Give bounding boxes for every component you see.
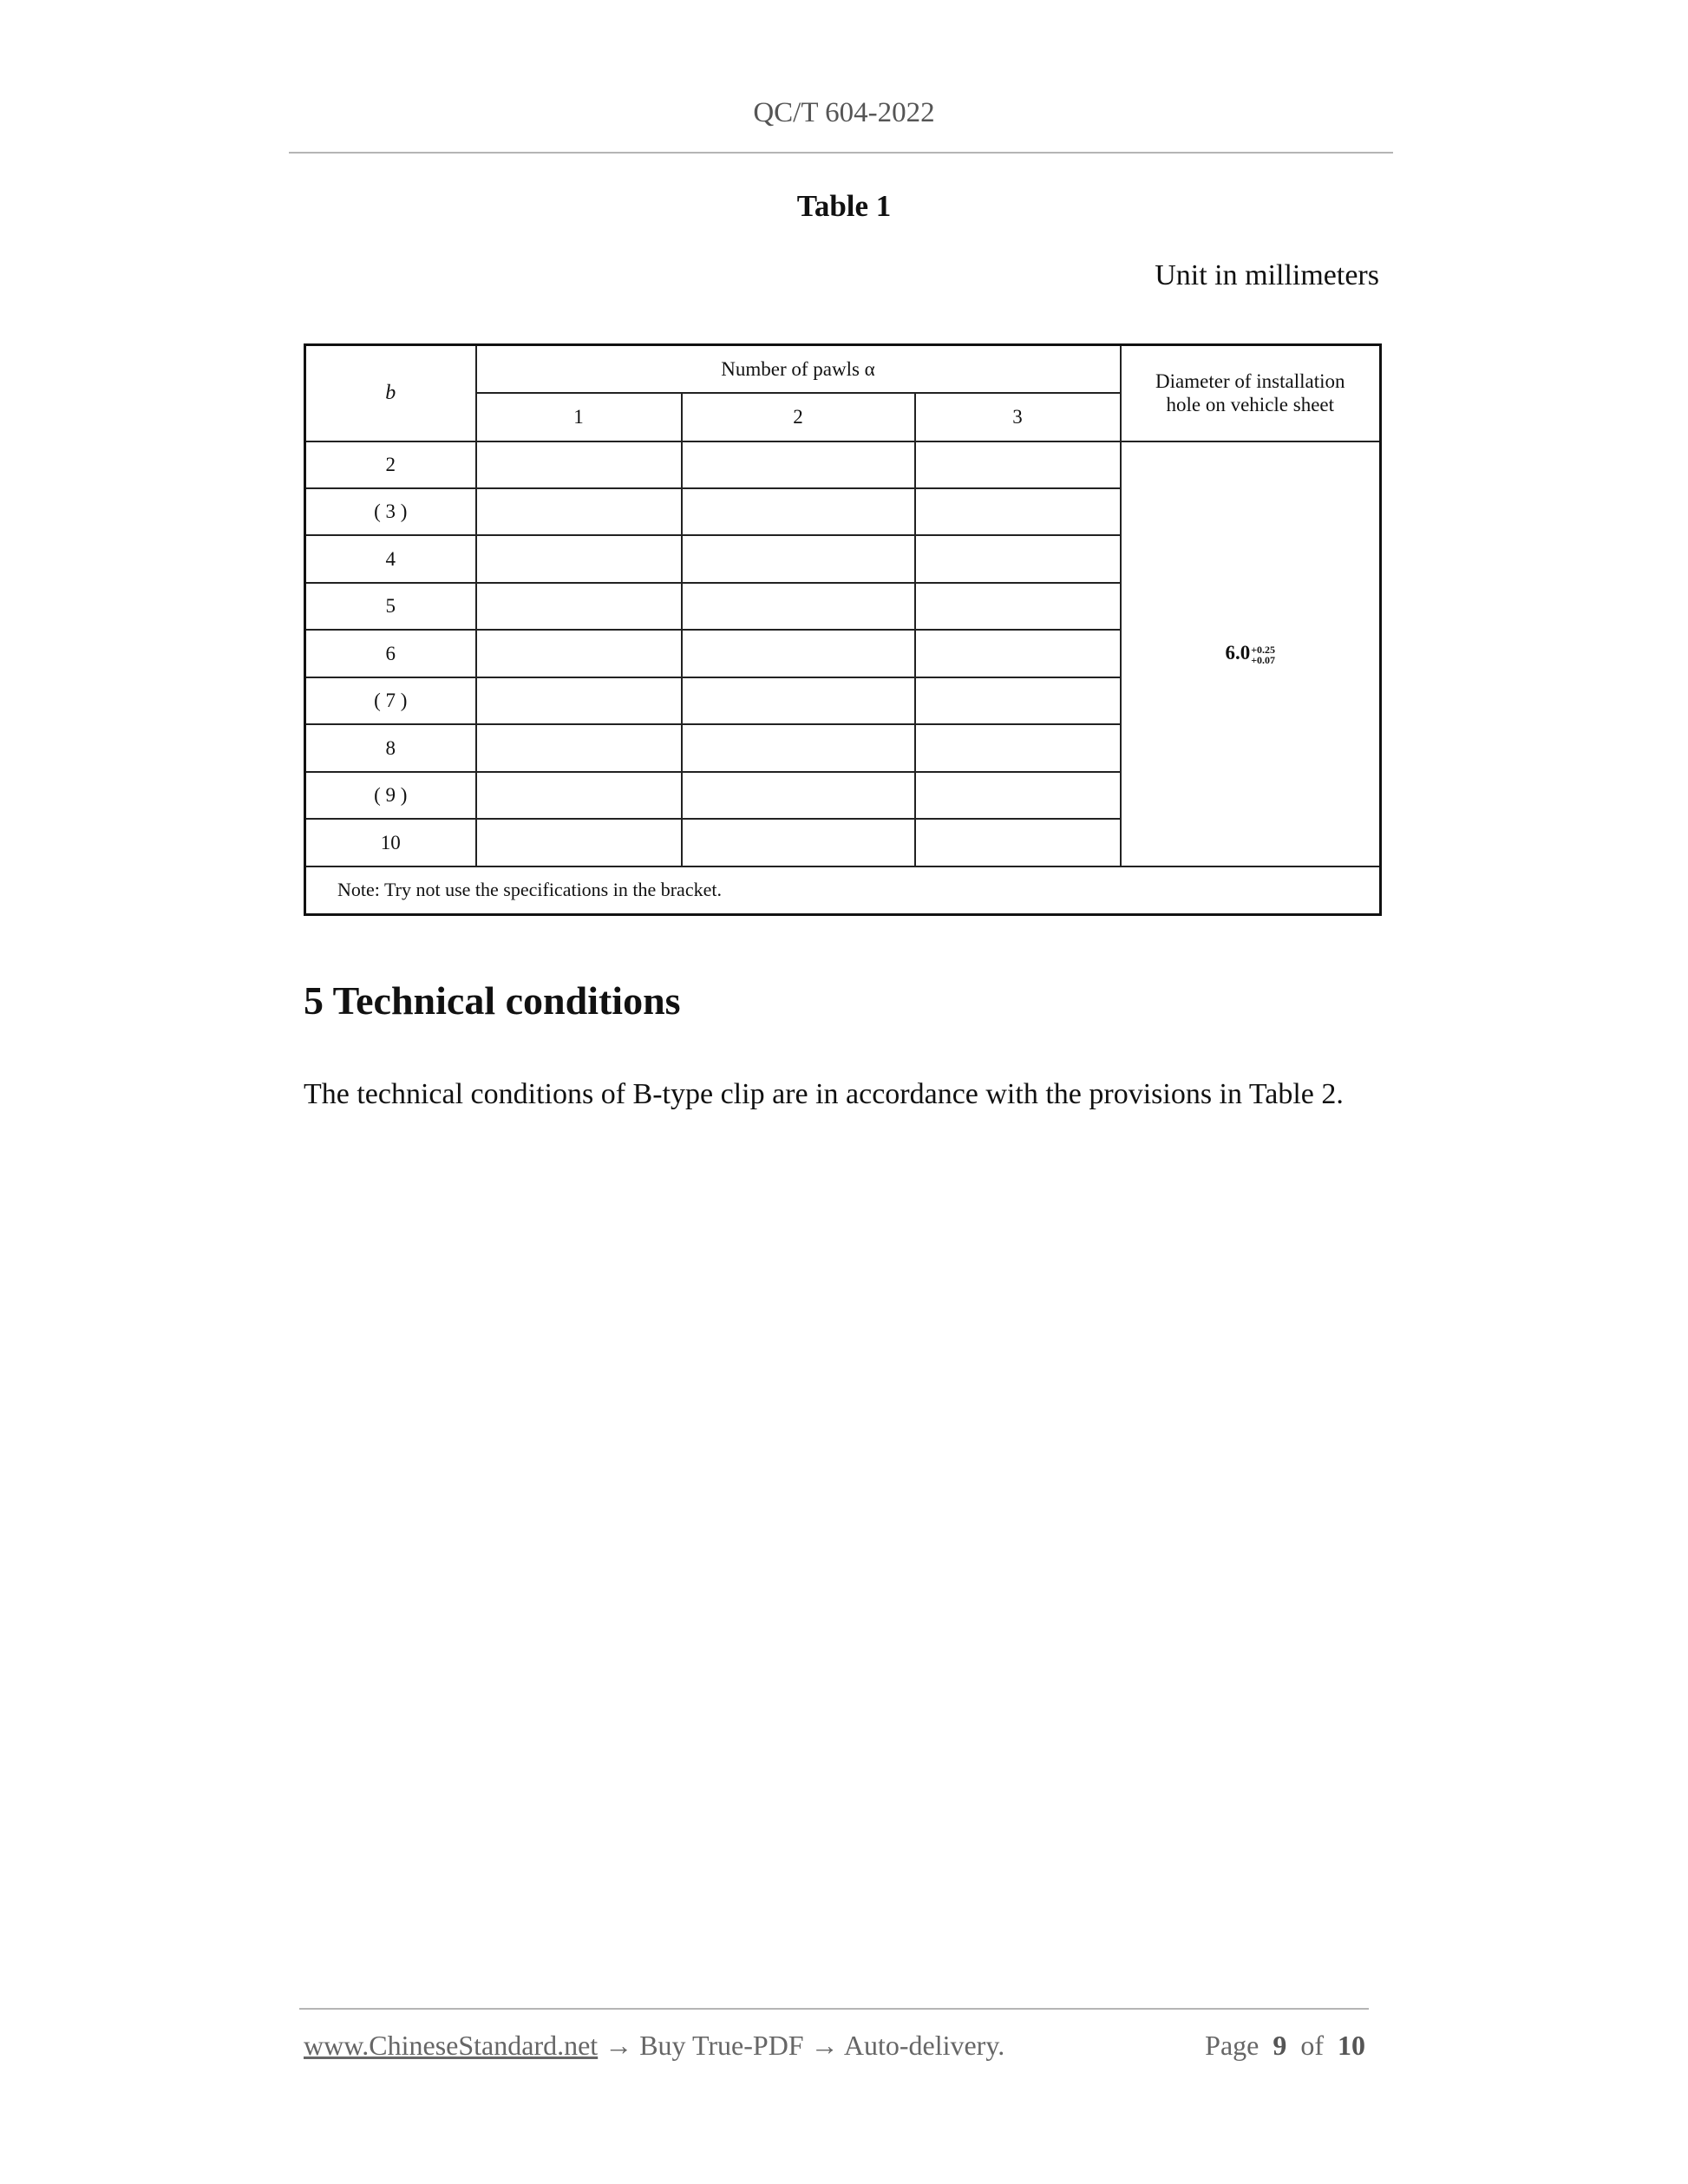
header-pawl-3: 3 [915,393,1121,441]
header-b: b [305,345,476,441]
row-b-value: ( 7 ) [305,677,476,724]
page-label: Page [1205,2030,1259,2061]
row-b-value: 2 [305,441,476,488]
section-heading: 5 Technical conditions [304,978,681,1023]
tolerance-upper: +0.25 [1251,644,1276,657]
header-diameter [1121,345,1381,441]
table-cell [915,630,1121,677]
table-cell [476,488,682,535]
table-note: Note: Try not use the specifications in the bracket. [305,866,1381,915]
table-cell [476,724,682,771]
of-label: of [1300,2030,1324,2061]
site-link[interactable]: www.ChineseStandard.net [304,2030,599,2061]
tolerance-lower: +0.07 [1251,654,1276,667]
row-b-value: ( 3 ) [305,488,476,535]
header-pawl-2: 2 [682,393,915,441]
table-cell [476,535,682,582]
footer-divider [299,2008,1369,2010]
diameter-tolerance [1251,644,1275,665]
table-cell [476,583,682,630]
footer-promo [304,2030,1004,2062]
table-cell [915,441,1121,488]
spec-table [304,343,1382,916]
header-number-of-pawls: Number of pawls α [476,345,1121,394]
page-current: 9 [1273,2030,1287,2061]
table-cell [682,535,915,582]
row-b-value: ( 9 ) [305,772,476,819]
table-cell [682,441,915,488]
row-b-value: 8 [305,724,476,771]
table-cell [476,630,682,677]
header-pawl-1: 1 [476,393,682,441]
table-cell [915,724,1121,771]
header-divider [289,152,1393,154]
header-diameter-line2: hole on vehicle sheet [1166,394,1335,416]
table-cell [915,819,1121,866]
table-cell [682,724,915,771]
unit-note: Unit in millimeters [1155,259,1379,291]
table-cell [476,677,682,724]
table-caption: Table 1 [796,189,892,223]
table-cell [915,772,1121,819]
diameter-value [1225,642,1276,667]
section-paragraph: The technical conditions of B-type clip are in accordance with the provisions in Table 2. [304,1078,1344,1110]
table-cell [915,583,1121,630]
table-cell [682,819,915,866]
table-cell [682,488,915,535]
table-row [305,441,1381,488]
diameter-nominal: 6.0 [1225,642,1251,664]
table-cell [915,488,1121,535]
table-cell [476,772,682,819]
row-b-value: 4 [305,535,476,582]
row-b-value: 5 [305,583,476,630]
table-cell [682,583,915,630]
row-b-value: 6 [305,630,476,677]
page-indicator [1205,2030,1365,2062]
table-cell [682,677,915,724]
row-b-value: 10 [305,819,476,866]
header-diameter-line1: Diameter of installation [1155,370,1345,393]
diameter-value-cell [1121,441,1381,866]
footer-promo-text: → Buy True-PDF → Auto-delivery. [598,2030,1005,2061]
table-cell [682,630,915,677]
table-cell [682,772,915,819]
table-header-row [305,345,1381,394]
document-code-header: QC/T 604-2022 [753,97,935,128]
table-cell [915,677,1121,724]
table-cell [476,819,682,866]
table-note-row [305,866,1381,915]
page-total: 10 [1338,2030,1365,2061]
table-cell [476,441,682,488]
table-cell [915,535,1121,582]
